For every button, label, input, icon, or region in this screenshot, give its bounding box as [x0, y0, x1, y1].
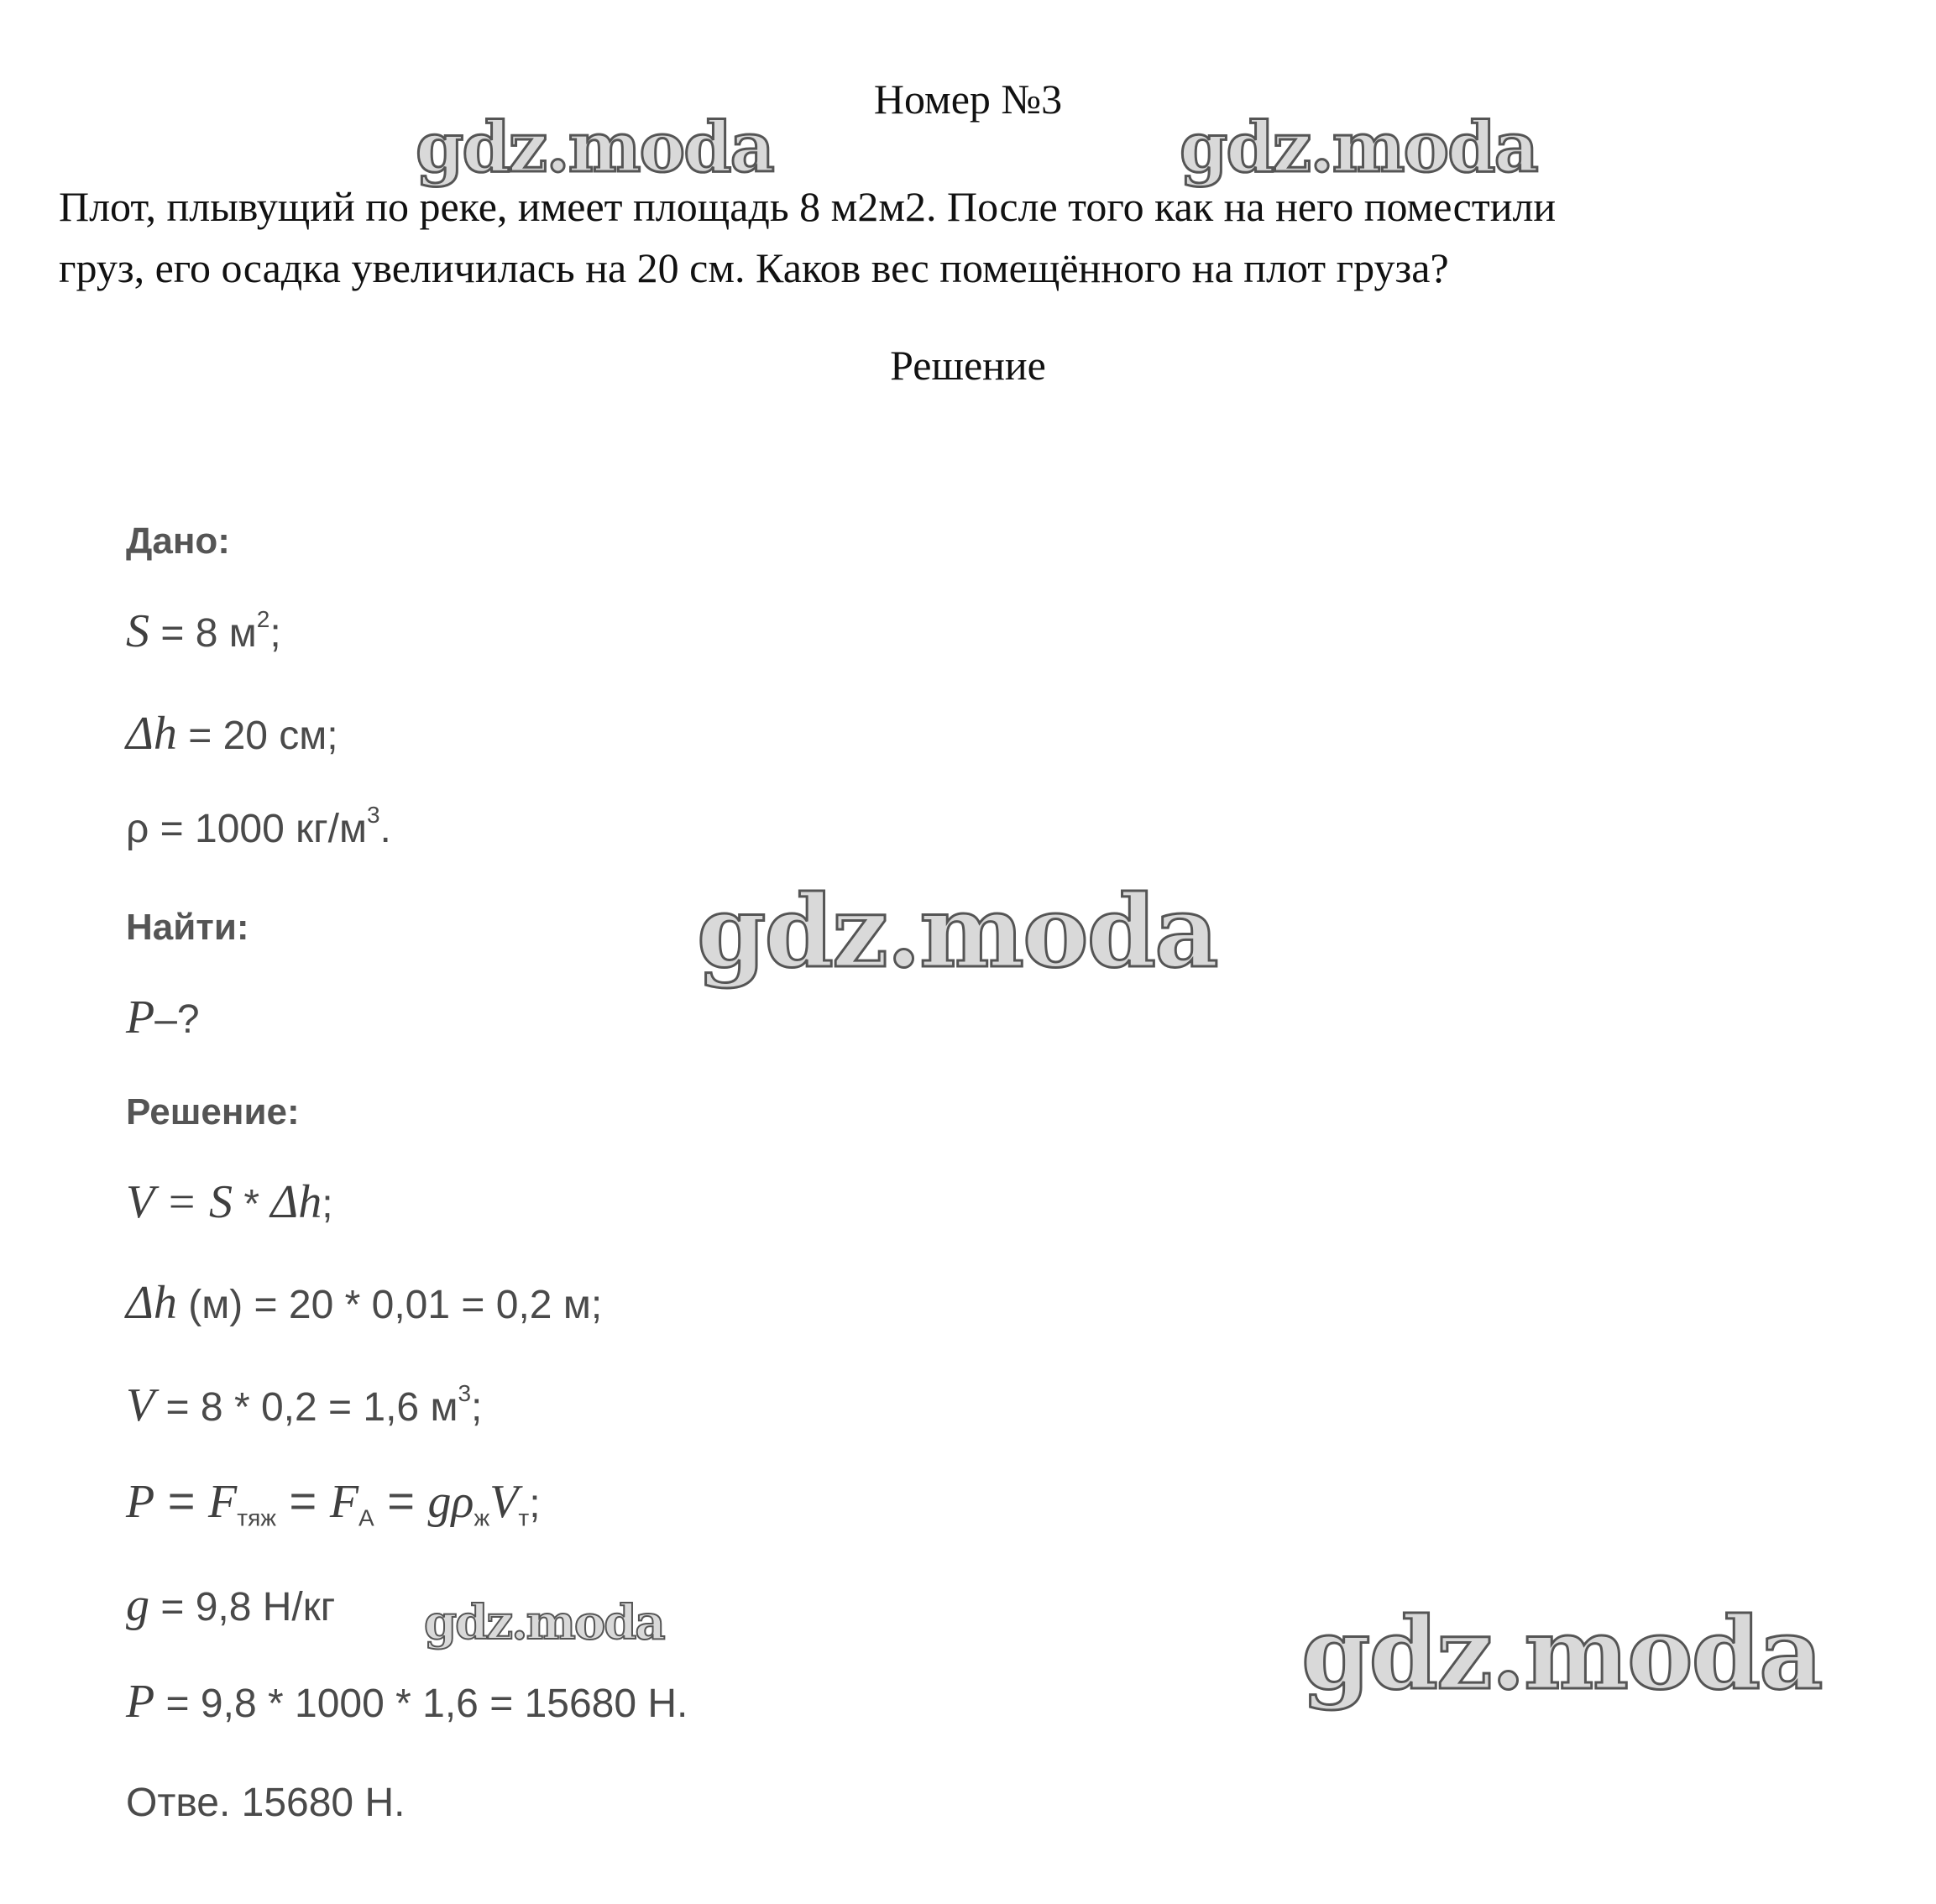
solution-label: Решение:: [126, 1091, 300, 1132]
find-weight: P–?: [126, 991, 200, 1044]
page-title: Номер №3: [873, 76, 1063, 123]
watermark-top-left: gdz.moda: [416, 107, 773, 188]
given-density: ρ = 1000 $кг/м^3$.: [126, 802, 391, 851]
weight-calculation: P = 9,8 * 1000 * 1,6 = 15680 Н.: [126, 1676, 688, 1728]
problem-line-1: Плот, плывущий по реке, имеет площадь 8 м2м2. После того как на него поместили: [59, 183, 1557, 230]
watermark-bottom-right: gdz.moda: [1301, 1595, 1822, 1712]
depth-conversion: Δh (м) = 20 * 0,01 = 0,2 м;: [126, 1277, 603, 1329]
given-depth-change: Δh = 20 см;: [126, 708, 338, 760]
watermark-center: gdz.moda: [697, 873, 1217, 990]
watermark-small: gdz.moda: [424, 1595, 664, 1650]
weight-formula: $P = F_{тяж} = F_А = g\rho_жV_т$;: [126, 1474, 541, 1531]
volume-formula: V = S * Δh;: [126, 1176, 333, 1228]
solution-heading: Решение: [890, 342, 1046, 389]
problem-line-2: груз, его осадка увеличилась на 20 см. Каков вес помещённого на плот груза?: [59, 244, 1449, 291]
answer: Отве. 15680 Н.: [126, 1781, 406, 1825]
volume-calculation: V = 8 * 0,2 = 1,6 $м^3$;: [126, 1379, 483, 1431]
given-label: Дано:: [126, 520, 230, 562]
given-area: S = 8 $м^2$;: [126, 605, 281, 657]
find-label: Найти:: [126, 907, 249, 948]
gravity-value: g = 9,8 Н/кг: [126, 1579, 336, 1631]
watermark-top-right: gdz.moda: [1180, 107, 1537, 188]
problem-text: [59, 176, 1889, 299]
